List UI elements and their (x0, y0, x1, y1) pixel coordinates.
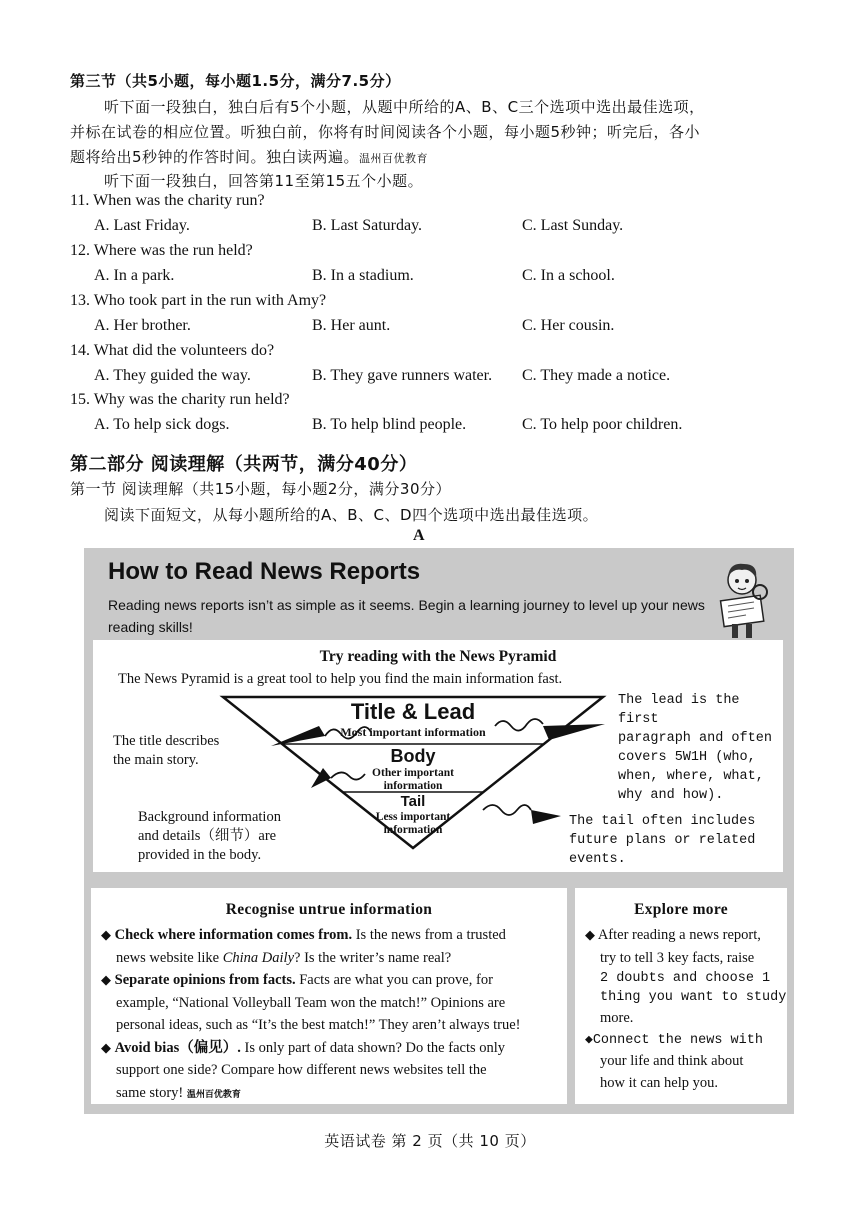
question-13-option-b: B. Her aunt. (312, 317, 391, 334)
note-line: provided in the body. (138, 847, 262, 863)
section3-heading: 第三节（共5小题，每小题1.5分，满分7.5分） (70, 72, 401, 90)
note-line: when, where, what, (618, 769, 764, 784)
tip-line (101, 924, 563, 947)
note-line: The tail often includes (569, 814, 756, 829)
tip-line (101, 1037, 563, 1060)
note-line: Background information (138, 809, 281, 825)
tip-line (101, 1082, 563, 1107)
tip-line: your life and think about (600, 1052, 744, 1069)
note-body (138, 808, 281, 865)
poster-intro: Reading news reports isn’t as simple as it seems. Begin a learning journey to level up your news reading skills! (108, 597, 705, 635)
tip-text: Is the news from a trusted (352, 927, 506, 943)
boy-reading-newspaper-icon (716, 560, 770, 640)
note-line: covers 5W1H (who, (618, 750, 756, 765)
tip-line (585, 1030, 783, 1050)
question-12-option-a: A. In a park. (94, 267, 175, 284)
tip-text: After reading a news report, (597, 927, 761, 943)
question-13-option-c: C. Her cousin. (522, 317, 615, 334)
pyramid-tail: Tail (400, 793, 426, 810)
note-line: future plans or related (569, 833, 756, 848)
untrue-tips (101, 924, 563, 1106)
untrue-heading: Recognise untrue information (225, 901, 433, 918)
explore-heading: Explore more (634, 901, 728, 918)
question-12: 12. Where was the run held? (70, 242, 253, 259)
question-15-option-b: B. To help blind people. (312, 416, 467, 433)
question-15-option-a: A. To help sick dogs. (94, 416, 230, 433)
note-tail (569, 812, 755, 869)
question-11: 11. When was the charity run? (70, 192, 265, 209)
question-14: 14. What did the volunteers do? (70, 342, 275, 359)
question-11-option-a: A. Last Friday. (94, 217, 190, 234)
tip-line: 2 doubts and choose 1 (600, 971, 771, 986)
watermark: 温州百优教育 (359, 152, 429, 165)
section3-instruction-line4: 听下面一段独白，回答第11至第15五个小题。 (104, 172, 424, 190)
pyramid-less-important-2: information (383, 824, 443, 836)
question-11-option-c: C. Last Sunday. (522, 217, 624, 234)
note-line: The lead is the first (618, 693, 740, 727)
tip-line (101, 969, 563, 992)
tip-line (585, 924, 783, 947)
pyramid-heading: Try reading with the News Pyramid (319, 648, 557, 665)
pyramid-title-lead: Title & Lead (350, 699, 476, 724)
tip-line (101, 947, 563, 970)
pyramid-intro: The News Pyramid is a great tool to help you find the main information fast. (118, 671, 563, 687)
part2-instruction: 阅读下面短文，从每小题所给的A、B、C、D四个选项中选出最佳选项。 (104, 506, 599, 524)
instruction-text: 题将给出5秒钟的作答时间。独白读两遍。 (70, 148, 360, 166)
question-14-option-a: A. They guided the way. (94, 367, 251, 384)
tip-bold: Separate opinions from facts. (114, 972, 296, 988)
part2-heading: 第二部分 阅读理解（共两节，满分40分） (70, 454, 418, 475)
diamond-bullet-icon: ◆ (585, 927, 595, 942)
diamond-bullet-icon: ◆ (101, 927, 111, 942)
pyramid-body: Body (390, 746, 436, 766)
tip-bold: Check where information comes from. (114, 927, 353, 943)
tip-line: example, “National Volleyball Team won the match!” Opinions are (116, 994, 506, 1011)
tip-line: how it can help you. (600, 1075, 718, 1091)
explore-more-panel (575, 888, 787, 1104)
diamond-bullet-icon: ◆ (585, 1031, 593, 1047)
question-12-option-b: B. In a stadium. (312, 267, 414, 284)
note-line: why and how). (618, 788, 724, 803)
note-line: paragraph and often (618, 731, 772, 746)
question-12-option-c: C. In a school. (522, 267, 615, 284)
tip-bold: Avoid bias（偏见）. (114, 1039, 241, 1056)
tip-text: Connect the news with (592, 1032, 763, 1048)
diamond-bullet-icon: ◆ (101, 972, 111, 987)
tip-italic: China Daily (222, 949, 295, 966)
question-15-option-c: C. To help poor children. (522, 416, 683, 433)
tip-line: thing you want to study (600, 990, 787, 1005)
news-pyramid-panel (93, 640, 783, 872)
note-line: The title describes (113, 733, 220, 749)
question-11-option-b: B. Last Saturday. (312, 217, 423, 234)
note-lead (618, 691, 783, 805)
tip-text: ? Is the writer’s name real? (294, 949, 452, 966)
question-14-option-b: B. They gave runners water. (312, 367, 493, 384)
tip-line: more. (600, 1010, 634, 1026)
section3-instruction-line1: 听下面一段独白，独白后有5个小题，从题中所给的A、B、C三个选项中选出最佳选项， (104, 98, 705, 116)
news-reading-poster (84, 548, 794, 1114)
pyramid-less-important-1: Less important (375, 811, 451, 823)
tip-text: same story! (116, 1084, 184, 1101)
pyramid-other-important-2: information (383, 780, 443, 792)
tip-line: support one side? Compare how different news websites tell the (116, 1062, 487, 1078)
pyramid-other-important-1: Other important (372, 767, 454, 779)
section3-instruction-line3 (70, 146, 428, 167)
passage-label: A (413, 527, 425, 544)
tip-text: news website like (116, 949, 223, 966)
question-14-option-c: C. They made a notice. (522, 367, 671, 384)
tip-line: try to tell 3 key facts, raise (600, 949, 755, 966)
question-13-option-a: A. Her brother. (94, 317, 191, 334)
section3-instruction-line2: 并标在试卷的相应位置。听独白前，你将有时间阅读各个小题，每小题5秒钟；听完后，各小 (70, 123, 701, 141)
tip-text: Facts are what you can prove, for (295, 972, 493, 988)
note-line: the main story. (113, 752, 199, 768)
tip-text: Is only part of data shown? Do the facts only (240, 1039, 506, 1056)
page-footer: 英语试卷 第 2 页（共 10 页） (324, 1132, 536, 1150)
note-line: and details（细节）are (138, 828, 277, 844)
untrue-information-panel (91, 888, 567, 1104)
poster-title: How to Read News Reports (108, 558, 421, 585)
tip-line: personal ideas, such as “It’s the best match!” They aren’t always true! (116, 1017, 521, 1033)
note-line: events. (569, 852, 626, 867)
part2-section1-heading: 第一节 阅读理解（共15小题，每小题2分，满分30分） (70, 480, 451, 498)
watermark: 温州百优教育 (186, 1089, 241, 1100)
question-13: 13. Who took part in the run with Amy? (70, 292, 327, 309)
explore-tips (585, 924, 787, 1095)
question-15: 15. Why was the charity run held? (70, 391, 290, 408)
diamond-bullet-icon: ◆ (101, 1039, 111, 1055)
pyramid-most-important: Most important information (340, 725, 486, 739)
note-title (113, 732, 219, 770)
